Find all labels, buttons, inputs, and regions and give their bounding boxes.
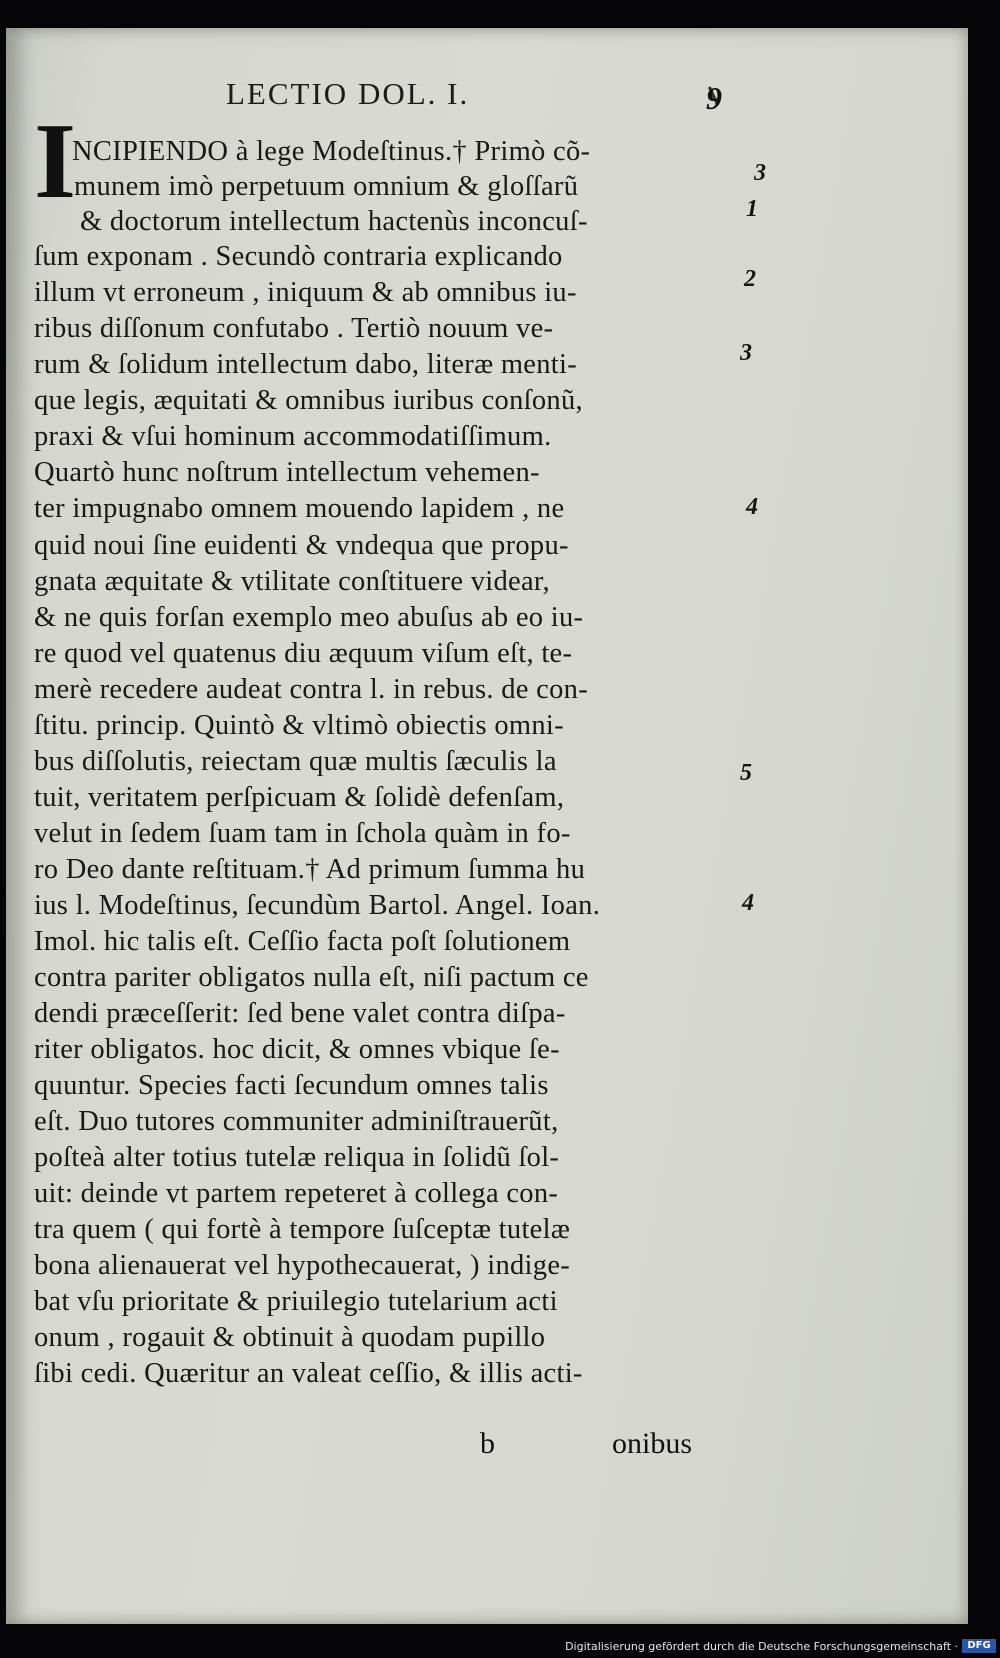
text-line: bus diſſolutis, reiectam quæ multis ſæculis la [34,746,557,777]
text-line: Quartò hunc noſtrum intellectum vehemen- [34,457,540,488]
folio-number: 9 [706,80,722,116]
margin-number: 4 [742,890,754,916]
text-line: dendi præceſſerit: ſed bene valet contra diſpa- [34,998,566,1029]
text-line: que legis, æquitati & omnibus iuribus conſonũ, [34,385,583,416]
text-line: merè recedere audeat contra l. in rebus. de con- [34,674,589,705]
text-line: ter impugnabo omnem mouendo lapidem , ne [34,493,565,524]
text-line: illum vt erroneum , iniquum & ab omnibus iu- [34,277,577,308]
text-line: velut in ſedem ſuam tam in ſchola quàm in fo- [34,818,571,849]
margin-number: 3 [754,160,766,186]
text-line: poſteà alter totius tutelæ reliqua in ſolidũ ſol- [34,1142,560,1173]
text-line: ſtitu. princip. Quintò & vltimò obiectis omni- [34,710,564,741]
drop-capital: I [34,102,77,221]
text-line: praxi & vſui hominum accommodatiſſimum. [34,421,552,452]
margin-number: 4 [746,494,758,520]
text-line: NCIPIENDO à lege Modeſtinus.† Primò cõ- [72,136,591,167]
signature-mark: b [480,1427,495,1460]
text-line: & ne quis forſan exemplo meo abuſus ab eo iu- [34,602,584,633]
text-line: contra pariter obligatos nulla eſt, niſi pactum ce [34,962,589,993]
running-head: LECTIO DOL. I. [226,76,470,111]
dfg-logo: DFG [962,1639,996,1653]
margin-number: 2 [744,266,756,292]
text-line: gnata æquitate & vtilitate conſtituere videar, [34,566,550,597]
text-line: tuit, veritatem perſpicuam & ſolidè defenſam, [34,782,565,813]
text-line: Imol. hic talis eſt. Ceſſio facta poſt ſolutionem [34,926,571,957]
text-line: bat vſu prioritate & priuilegio tutelarium acti [34,1286,558,1317]
text-line: quuntur. Species facti ſecundum omnes talis [34,1070,549,1101]
text-line: rum & ſolidum intellectum dabo, literæ menti- [34,349,578,380]
text-line: riter obligatos. hoc dicit, & omnes vbique ſe- [34,1034,560,1065]
text-line: ſum exponam . Secundò contraria explicando [34,241,563,272]
margin-number: 5 [740,760,752,786]
text-line: & doctorum intellectum hactenùs inconcuſ- [80,206,588,237]
text-line: re quod vel quatenus diu æquum viſum eſt, te- [34,638,573,669]
text-line: ribus diſſonum confutabo . Tertiò nouum ve- [34,313,554,344]
text-line: onum , rogauit & obtinuit à quodam pupillo [34,1322,546,1353]
margin-number: 1 [746,196,758,222]
text-line: tra quem ( qui fortè à tempore ſuſceptæ tutelæ [34,1214,571,1245]
text-line: ius l. Modeſtinus, ſecundùm Bartol. Angel. Ioan. [34,890,601,921]
text-line: eſt. Duo tutores communiter adminiſtrauerũt, [34,1106,559,1137]
text-line: ro Deo dante reſtituam.† Ad primum ſumma hu [34,854,586,885]
catchword: onibus [612,1427,693,1460]
funding-credit: Digitalisierung gefördert durch die Deutsche Forschungsgemeinschaft · [565,1640,958,1653]
text-line: bona alienauerat vel hypothecauerat, ) indige- [34,1250,571,1281]
margin-number: 3 [740,340,752,366]
text-line: quid noui ſine euidenti & vndequa que propu- [34,530,569,561]
text-line: ſibi cedi. Quæritur an valeat ceſſio, & illis acti- [34,1358,583,1389]
text-line: munem imò perpetuum omnium & gloſſarũ [74,171,579,202]
text-line: uit: deinde vt partem repeteret à collega con- [34,1178,559,1209]
